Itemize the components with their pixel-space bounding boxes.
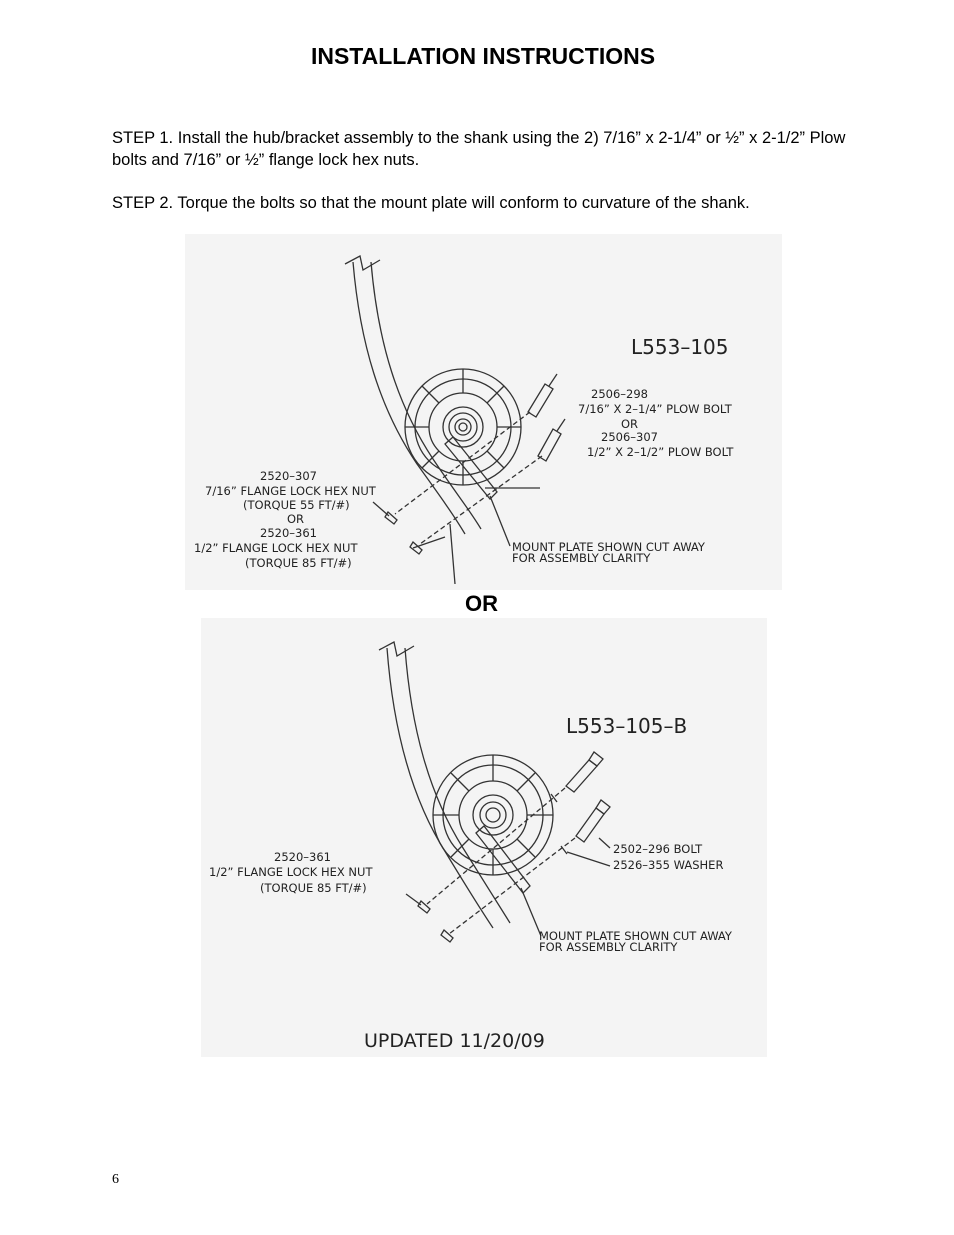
figure1-bolt-callout-line1: 2506–298: [591, 387, 648, 401]
figure1-nut-callout-line2: 7/16” FLANGE LOCK HEX NUT: [205, 484, 376, 498]
figure1-bolt-callout-line2: 7/16” X 2–1/4” PLOW BOLT: [578, 402, 732, 416]
figure1-nut-callout-line6: 1/2” FLANGE LOCK HEX NUT: [194, 541, 358, 555]
page-number: 6: [112, 1172, 119, 1187]
step-1-text: STEP 1. Install the hub/bracket assembly to the shank using the 2) 7/16” x 2-1/4” or ½” x 2-1/2” Plow bolts and 7/16” or ½” flange lock hex nuts.: [112, 129, 846, 169]
figure1-bolt-callout-line5: 1/2” X 2–1/2” PLOW BOLT: [587, 445, 734, 459]
assembly-drawing-l553-105: [185, 234, 782, 590]
figure1-nut-callout-line1: 2520–307: [260, 469, 317, 483]
figure1-bolt-callout-line3: OR: [621, 417, 639, 431]
page-title: INSTALLATION INSTRUCTIONS: [310, 43, 656, 69]
figure1-nut-callout-line7: (TORQUE 85 FT/#): [245, 556, 352, 570]
figure1-part-number: L553–105: [631, 335, 729, 359]
figure2-washer-callout: 2526–355 WASHER: [613, 858, 724, 872]
figure2-part-number: L553–105–B: [566, 714, 688, 738]
figure2-nut-callout-line3: (TORQUE 85 FT/#): [260, 881, 367, 895]
figure1-plate-note-line1: MOUNT PLATE SHOWN CUT AWAY: [512, 540, 705, 554]
figure1-bolt-callout-line4: 2506–307: [601, 430, 658, 444]
figure2-plate-note-line1: MOUNT PLATE SHOWN CUT AWAY: [539, 929, 732, 943]
figure2-plate-note-line2: FOR ASSEMBLY CLARITY: [539, 940, 678, 954]
step-2-text: STEP 2. Torque the bolts so that the mount plate will conform to curvature of the shank.: [112, 194, 750, 212]
figure2-bolt-callout: 2502–296 BOLT: [613, 842, 703, 856]
figure2-nut-callout-line1: 2520–361: [274, 850, 331, 864]
figure1-nut-callout-line3: (TORQUE 55 FT/#): [243, 498, 350, 512]
or-separator: OR: [465, 591, 498, 616]
assembly-drawing-l553-105-b: [201, 618, 767, 1057]
figure1-plate-note-line2: FOR ASSEMBLY CLARITY: [512, 551, 651, 565]
figure1-nut-callout-line4: OR: [287, 512, 305, 526]
figure2-nut-callout-line2: 1/2” FLANGE LOCK HEX NUT: [209, 865, 373, 879]
figure1-nut-callout-line5: 2520–361: [260, 526, 317, 540]
figure2-updated-note: UPDATED 11/20/09: [364, 1030, 545, 1052]
